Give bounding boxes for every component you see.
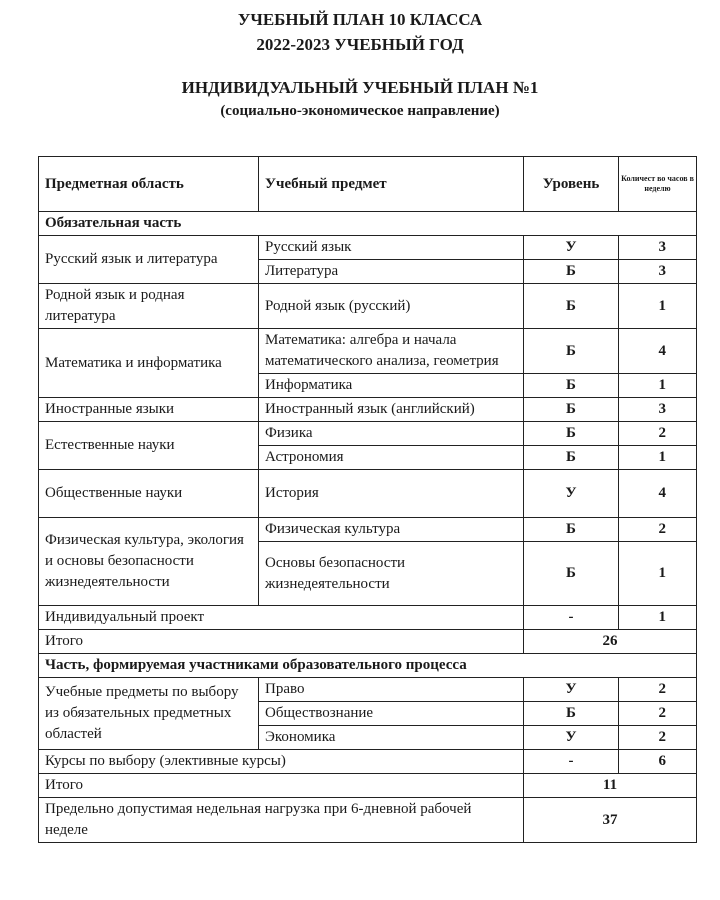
level-cell: Б [524, 702, 619, 726]
subject-cell: Право [259, 678, 524, 702]
table-row [39, 750, 697, 774]
hours-cell: 4 [619, 470, 697, 518]
subject-cell: Обществознание [259, 702, 524, 726]
hours-cell: 1 [619, 374, 697, 398]
level-cell: Б [524, 329, 619, 374]
total-value: 26 [524, 630, 697, 654]
area-cell: Русский язык и литература [39, 236, 259, 284]
hours-cell: 2 [619, 422, 697, 446]
section-row [39, 654, 697, 678]
table-row [39, 236, 697, 260]
table-row [39, 398, 697, 422]
hours-cell: 2 [619, 678, 697, 702]
level-cell: У [524, 678, 619, 702]
subject-cell: Основы безопасности жизнедеятельности [259, 542, 524, 606]
title-line-4: (социально-экономическое направление) [220, 103, 500, 119]
section-mandatory: Обязательная часть [39, 212, 697, 236]
level-cell: Б [524, 518, 619, 542]
area-cell: Общественные науки [39, 470, 259, 518]
subject-cell: Астрономия [259, 446, 524, 470]
area-cell: Естественные науки [39, 422, 259, 470]
header-hours: Количест во часов в неделю [619, 157, 697, 212]
table-row [39, 678, 697, 702]
hours-cell: 3 [619, 236, 697, 260]
area-cell: Учебные предметы по выбору из обязательных предметных областей [39, 678, 259, 750]
hours-cell: 4 [619, 329, 697, 374]
area-cell: Иностранные языки [39, 398, 259, 422]
level-cell: Б [524, 398, 619, 422]
level-cell: У [524, 470, 619, 518]
subject-cell: Иностранный язык (английский) [259, 398, 524, 422]
table-header-row [39, 157, 697, 212]
hours-cell: 3 [619, 398, 697, 422]
section-elective: Часть, формируемая участниками образовательного процесса [39, 654, 697, 678]
table-row [39, 470, 697, 518]
total-row [39, 630, 697, 654]
level-cell: У [524, 236, 619, 260]
section-row [39, 212, 697, 236]
level-cell: У [524, 726, 619, 750]
subject-cell: Русский язык [259, 236, 524, 260]
header-subject: Учебный предмет [259, 157, 524, 212]
hours-cell: 2 [619, 726, 697, 750]
subject-cell: Экономика [259, 726, 524, 750]
max-load-label: Предельно допустимая недельная нагрузка при 6-дневной рабочей неделе [39, 798, 524, 843]
subject-cell: Математика: алгебра и начала математического анализа, геометрия [259, 329, 524, 374]
level-cell: Б [524, 284, 619, 329]
subject-cell: История [259, 470, 524, 518]
table-row [39, 422, 697, 446]
subject-cell: Физическая культура [259, 518, 524, 542]
courses-label: Курсы по выбору (элективные курсы) [39, 750, 524, 774]
area-cell: Родной язык и родная литература [39, 284, 259, 329]
table-row [39, 329, 697, 374]
hours-cell: 2 [619, 702, 697, 726]
hours-cell: 1 [619, 446, 697, 470]
table-row [39, 284, 697, 329]
table-row [39, 518, 697, 542]
title-line-1: УЧЕБНЫЙ ПЛАН 10 КЛАССА [237, 10, 483, 29]
total-label: Итого [39, 774, 524, 798]
project-label: Индивидуальный проект [39, 606, 524, 630]
subject-cell: Физика [259, 422, 524, 446]
level-cell: Б [524, 374, 619, 398]
total-value: 11 [524, 774, 697, 798]
max-load-row [39, 798, 697, 843]
table-row [39, 606, 697, 630]
total-label: Итого [39, 630, 524, 654]
level-cell: - [524, 750, 619, 774]
area-cell: Математика и информатика [39, 329, 259, 398]
hours-cell: 3 [619, 260, 697, 284]
level-cell: Б [524, 446, 619, 470]
level-cell: - [524, 606, 619, 630]
total-row [39, 774, 697, 798]
title-line-3: ИНДИВИДУАЛЬНЫЙ УЧЕБНЫЙ ПЛАН №1 [181, 78, 539, 97]
curriculum-table [38, 156, 697, 843]
subject-cell: Родной язык (русский) [259, 284, 524, 329]
level-cell: Б [524, 542, 619, 606]
level-cell: Б [524, 422, 619, 446]
subject-cell: Литература [259, 260, 524, 284]
hours-cell: 1 [619, 542, 697, 606]
header-level: Уровень [524, 157, 619, 212]
hours-cell: 1 [619, 606, 697, 630]
level-cell: Б [524, 260, 619, 284]
max-load-value: 37 [524, 798, 697, 843]
subject-cell: Информатика [259, 374, 524, 398]
header-area: Предметная область [39, 157, 259, 212]
hours-cell: 1 [619, 284, 697, 329]
hours-cell: 2 [619, 518, 697, 542]
title-line-2: 2022-2023 УЧЕБНЫЙ ГОД [256, 35, 464, 54]
hours-cell: 6 [619, 750, 697, 774]
area-cell: Физическая культура, экология и основы безопасности жизнедеятельности [39, 518, 259, 606]
